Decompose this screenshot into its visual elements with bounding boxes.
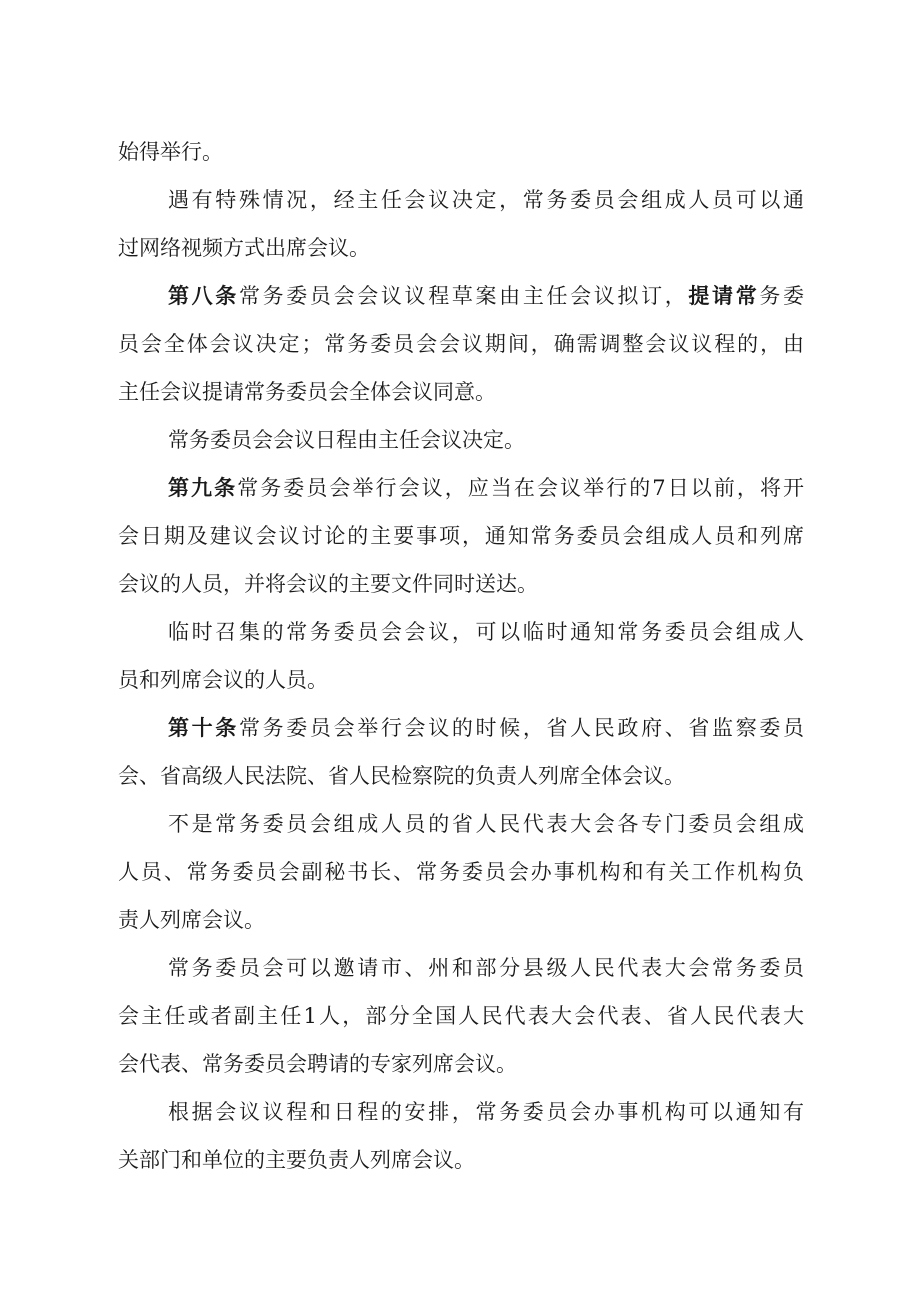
text-line: 常务委员会会议日程由主任会议决定。 xyxy=(168,428,525,452)
text-line: 员和列席会议的人员。 xyxy=(118,668,328,692)
paragraph xyxy=(118,608,804,704)
text-line: 人员、常务委员会副秘书长、常务委员会办事机构和有关工作机构负 xyxy=(118,860,804,884)
paragraph xyxy=(118,944,804,1088)
text-span: 务委 xyxy=(759,284,805,308)
text-span: 常务委员会举行会议的时候，省人民政府、省监察委员 xyxy=(238,716,805,740)
text-line: 过网络视频方式出席会议。 xyxy=(118,236,370,260)
text-line: 会日期及建议会议讨论的主要事项，通知常务委员会组成人员和列席 xyxy=(118,524,804,548)
text-line: 遇有特殊情况，经主任会议决定，常务委员会组成人员可以通 xyxy=(168,188,804,212)
text-line: 责人列席会议。 xyxy=(118,908,265,932)
text-line: 关部门和单位的主要负责人列席会议。 xyxy=(118,1148,475,1172)
paragraph xyxy=(118,416,804,464)
bold-text-span: 提请常 xyxy=(688,284,760,308)
article-number: 第九条 xyxy=(168,476,238,500)
text-line: 会主任或者副主任1人，部分全国人民代表大会代表、省人民代表大 xyxy=(118,1004,804,1028)
text-line: 员会全体会议决定；常务委员会会议期间，确需调整会议议程的，由 xyxy=(118,332,804,356)
text-line: 临时召集的常务委员会会议，可以临时通知常务委员会组成人 xyxy=(168,620,804,644)
text-span: 常务委员会举行会议，应当在会议举行的7日以前，将开 xyxy=(237,476,805,500)
text-line: 会议的人员，并将会议的主要文件同时送达。 xyxy=(118,572,538,596)
text-line: 常务委员会可以邀请市、州和部分县级人民代表大会常务委员 xyxy=(168,956,804,980)
text-line: 会代表、常务委员会聘请的专家列席会议。 xyxy=(118,1052,517,1076)
article-first-line xyxy=(118,704,804,752)
text-line: 会、省高级人民法院、省人民检察院的负责人列席全体会议。 xyxy=(118,764,685,788)
article-10 xyxy=(118,704,804,800)
article-number: 第十条 xyxy=(168,716,239,740)
article-9 xyxy=(118,464,804,608)
text-span: 常务委员会会议议程草案由主任会议拟订， xyxy=(238,284,689,308)
text-line: 始得举行。 xyxy=(118,140,223,164)
document-body xyxy=(118,128,804,1184)
article-8 xyxy=(118,272,804,416)
text-line: 根据会议议程和日程的安排，常务委员会办事机构可以通知有 xyxy=(168,1100,804,1124)
article-first-line xyxy=(118,464,804,512)
text-line: 主任会议提请常务委员会全体会议同意。 xyxy=(118,380,496,404)
paragraph xyxy=(118,800,804,944)
article-number: 第八条 xyxy=(168,284,239,308)
paragraph xyxy=(118,176,804,272)
paragraph xyxy=(118,128,804,176)
text-line: 不是常务委员会组成人员的省人民代表大会各专门委员会组成 xyxy=(168,812,804,836)
article-first-line xyxy=(118,272,804,320)
paragraph xyxy=(118,1088,804,1184)
